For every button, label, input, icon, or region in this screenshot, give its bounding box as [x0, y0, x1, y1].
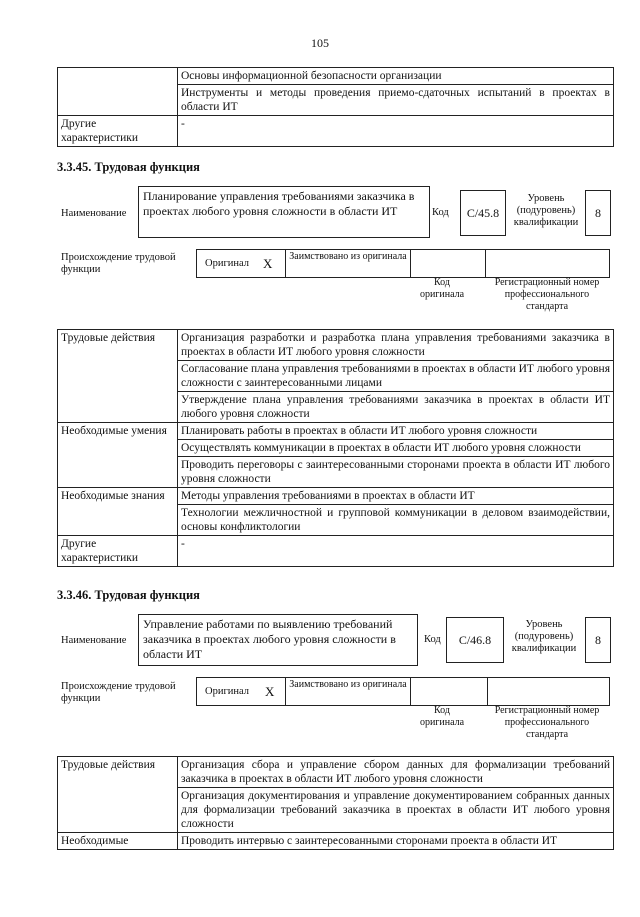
table-cell-text: Технологии межличностной и групповой коммуникации в деловом взаимодействии, основы конфликтологии — [178, 505, 614, 536]
page-number: 105 — [311, 36, 329, 50]
table-cell-text: Инструменты и методы проведения приемо-сдаточных испытаний в проектах в области ИТ — [178, 85, 614, 116]
table-row — [58, 488, 614, 505]
table-row — [58, 536, 614, 567]
code-label: Код — [432, 207, 449, 218]
table-cell-text: Организация документирования и управление документированием собранных данных для формализации требований заказчика в проектах в области ИТ любого уровня сложности — [178, 788, 614, 833]
row-label-actions: Трудовые действия — [58, 330, 178, 423]
original-mark: X — [265, 684, 275, 699]
origin-label: Происхождение трудовой функции — [61, 252, 176, 275]
original-mark: X — [263, 256, 273, 271]
origin-row — [196, 677, 610, 706]
borrowed-label: Заимствовано из оригинала — [289, 251, 407, 262]
original-label: Оригинал — [205, 686, 249, 697]
table-cell-text: Осуществлять коммуникации в проектах в области ИТ любого уровня сложности — [178, 440, 614, 457]
top-table — [57, 67, 614, 147]
name-label: Наименование — [61, 208, 127, 219]
table-cell-text: Проводить переговоры с заинтересованными сторонами проекта в области ИТ любого уровня сложности — [178, 457, 614, 488]
origin-label: Происхождение трудовой функции — [61, 681, 176, 704]
code-original-label: Код оригинала — [419, 277, 465, 300]
function-details-table — [57, 756, 614, 850]
table-cell-text: Проводить интервью с заинтересованными сторонами проекта в области ИТ — [178, 833, 614, 850]
table-row — [58, 116, 614, 147]
row-label-skills: Необходимые умения — [58, 423, 178, 488]
table-cell-text: - — [178, 536, 614, 567]
code-box: C/45.8 — [460, 190, 506, 236]
function-name-box: Управление работами по выявлению требований заказчика в проектах любого уровня сложности в области ИТ — [138, 614, 418, 666]
table-cell-text: Утверждение плана управления требованиями заказчика в проектах в области ИТ любого уровня сложности — [178, 392, 614, 423]
table-cell-text: Методы управления требованиями в проектах в области ИТ — [178, 488, 614, 505]
table-cell-text: Организация сбора и управление сбором данных для формализации требований заказчика в проектах в области ИТ любого уровня сложности — [178, 757, 614, 788]
code-label: Код — [424, 634, 441, 645]
divider — [487, 678, 488, 705]
level-box: 8 — [585, 190, 611, 236]
level-label: Уровень (подуровень) квалификации — [511, 619, 577, 654]
section-title: 3.3.45. Трудовая функция — [57, 160, 200, 174]
row-label-knowledge: Необходимые знания — [58, 488, 178, 536]
divider — [485, 250, 486, 277]
table-cell-text: Планировать работы в проектах в области ИТ любого уровня сложности — [178, 423, 614, 440]
table-cell-text: Согласование плана управления требованиями в проектах в области ИТ любого уровня сложности с заинтересованными лицами — [178, 361, 614, 392]
table-cell-label — [58, 68, 178, 116]
borrowed-label: Заимствовано из оригинала — [289, 679, 407, 690]
reg-number-label: Регистрационный номер профессионального стандарта — [494, 277, 600, 312]
name-label: Наименование — [61, 635, 127, 646]
section-title: 3.3.46. Трудовая функция — [57, 588, 200, 602]
table-cell-text: Организация разработки и разработка плана управления требованиями заказчика в проектах в области ИТ любого уровня сложности — [178, 330, 614, 361]
row-label-actions: Трудовые действия — [58, 757, 178, 833]
function-details-table — [57, 329, 614, 567]
table-row — [58, 757, 614, 788]
code-original-label: Код оригинала — [419, 705, 465, 728]
table-cell-text: Основы информационной безопасности организации — [178, 68, 614, 85]
row-label-other: Другие характеристики — [58, 116, 178, 147]
level-box: 8 — [585, 617, 611, 663]
original-label: Оригинал — [205, 258, 249, 269]
code-box: C/46.8 — [446, 617, 504, 663]
row-label-other: Другие характеристики — [58, 536, 178, 567]
origin-row — [196, 249, 610, 278]
divider — [410, 250, 411, 277]
table-cell-text: - — [178, 116, 614, 147]
row-label-skills: Необходимые — [58, 833, 178, 850]
table-row — [58, 68, 614, 85]
divider — [410, 678, 411, 705]
table-row — [58, 330, 614, 361]
reg-number-label: Регистрационный номер профессионального стандарта — [494, 705, 600, 740]
table-row — [58, 833, 614, 850]
function-name-box: Планирование управления требованиями заказчика в проектах любого уровня сложности в области ИТ — [138, 186, 430, 238]
table-row — [58, 423, 614, 440]
level-label: Уровень (подуровень) квалификации — [513, 193, 579, 228]
